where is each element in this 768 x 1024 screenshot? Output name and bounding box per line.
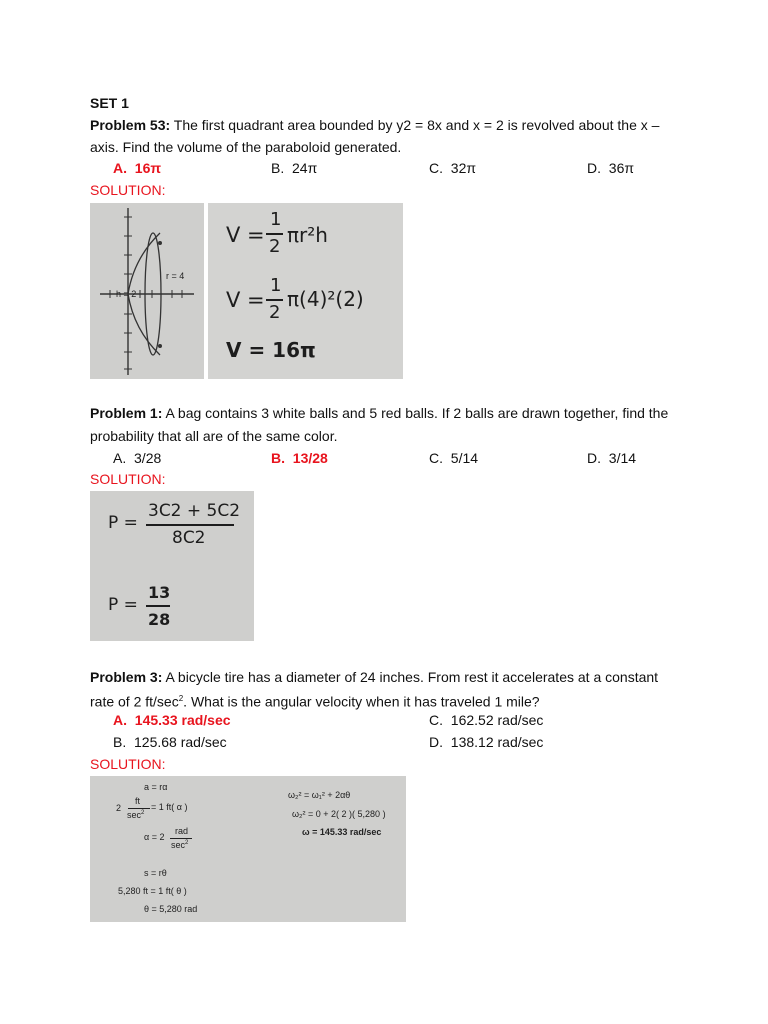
problem-1-label: Problem 1: [90,405,163,421]
graph-label-r: r = 4 [166,271,185,281]
formula-1-num: 1 [270,209,282,230]
formula-2-num: 1 [270,275,282,296]
problem-3-text: A bicycle tire has a diameter of 24 inches. From rest it accelerates at a constant [162,669,659,685]
formula-2-bar [266,299,283,301]
work-a1: a = rα [144,782,168,792]
formula-2-lhs: V = [226,288,265,312]
prob-formula-1-den: 8C2 [172,528,206,548]
problem-53-text: The first quadrant area bounded by y2 = 8x and x = 2 is revolved about the x – [170,117,660,133]
problem-1-option-c: C. 5/14 [429,450,479,466]
problem-53-formula-image [208,203,403,379]
formula-1-bar [266,233,283,235]
problem-1-line-1 [90,402,668,424]
problem-53-option-c: C. 32π [429,160,477,176]
prob-formula-2-den: 28 [148,610,171,629]
problem-1-line-2: probability that all are of the same color. [90,428,338,444]
work-a2-coef: 2 [116,803,122,813]
work-a2-num: ft [135,796,141,806]
problem-1-formula-image [90,491,254,641]
problem-3-work-image [90,776,406,922]
problem-3-option-d: D. 138.12 rad/sec [429,734,544,750]
problem-1-option-b: B. 13/28 [271,450,328,466]
formula-1-den: 2 [269,236,281,257]
work-a2-den: $\sec^2$ [127,810,145,820]
work-a3-bar [170,838,192,839]
work-a2-bar [128,808,150,809]
problem-3-line-2: rate of 2 $ft/\sec^2$. What is the angular velocity when it has traveled 1 mile? [90,693,540,710]
work-w1: ω₂² = ω₁² + 2αθ [288,790,351,800]
prob-formula-1-lhs: P = [108,513,138,533]
work-a2-rhs: = 1 ft( α ) [151,802,188,812]
problem-53-option-a: A. 16π [113,160,162,176]
prob-formula-2-lhs: P = [108,595,138,615]
work-a3-den: $\sec^2$ [171,840,189,850]
problem-1-option-a: A. 3/28 [113,450,162,466]
problem-53-option-d: D. 36π [587,160,635,176]
paraboloid-graph [90,203,204,379]
problem-53-label: Problem 53: [90,117,171,133]
problem-53-solution-label: SOLUTION: [90,182,166,198]
problem-1-option-d: D. 3/14 [587,450,637,466]
graph-label-h: h = 2 [116,289,137,299]
formula-3-result: V = 16π [226,338,316,362]
formula-2-rhs: π(4)²(2) [287,287,364,311]
formula-1-lhs: V = [226,223,265,247]
work-a3-num: rad [175,826,189,836]
problem-53-line-1 [90,114,659,136]
problem-3-option-b: B. 125.68 rad/sec [113,734,227,750]
work-s1: s = rθ [144,868,167,878]
work-a3-lhs: α = 2 [144,832,165,842]
work-s3: θ = 5,280 rad [144,904,198,914]
formula-1-rhs: πr²h [287,223,328,247]
problem-53-option-b: B. 24π [271,160,318,176]
problem-53-line-2: axis. Find the volume of the paraboloid generated. [90,139,402,155]
problem-3-line-1 [90,666,658,688]
problem-1-text: A bag contains 3 white balls and 5 red balls. If 2 balls are drawn together, find the [162,405,669,421]
work-w3: ω = 145.33 rad/sec [302,827,382,837]
prob-formula-1-bar [146,524,234,526]
work-w2: ω₂² = 0 + 2( 2 )( 5,280 ) [292,809,386,819]
problem-3-solution-label: SOLUTION: [90,756,166,772]
prob-formula-1-num: 3C2 + 5C2 [148,501,241,521]
problem-3-label: Problem 3: [90,669,163,685]
problem-53-graph-image [90,203,204,379]
prob-formula-2-bar [146,605,170,607]
problem-1-solution-label: SOLUTION: [90,471,166,487]
formula-2-den: 2 [269,302,281,323]
set-title: SET 1 [90,95,129,111]
prob-formula-2-num: 13 [148,583,171,602]
problem-3-option-c: C. 162.52 rad/sec [429,712,544,728]
work-s2: 5,280 ft = 1 ft( θ ) [118,886,187,896]
problem-3-option-a: A. 145.33 rad/sec [113,712,231,728]
